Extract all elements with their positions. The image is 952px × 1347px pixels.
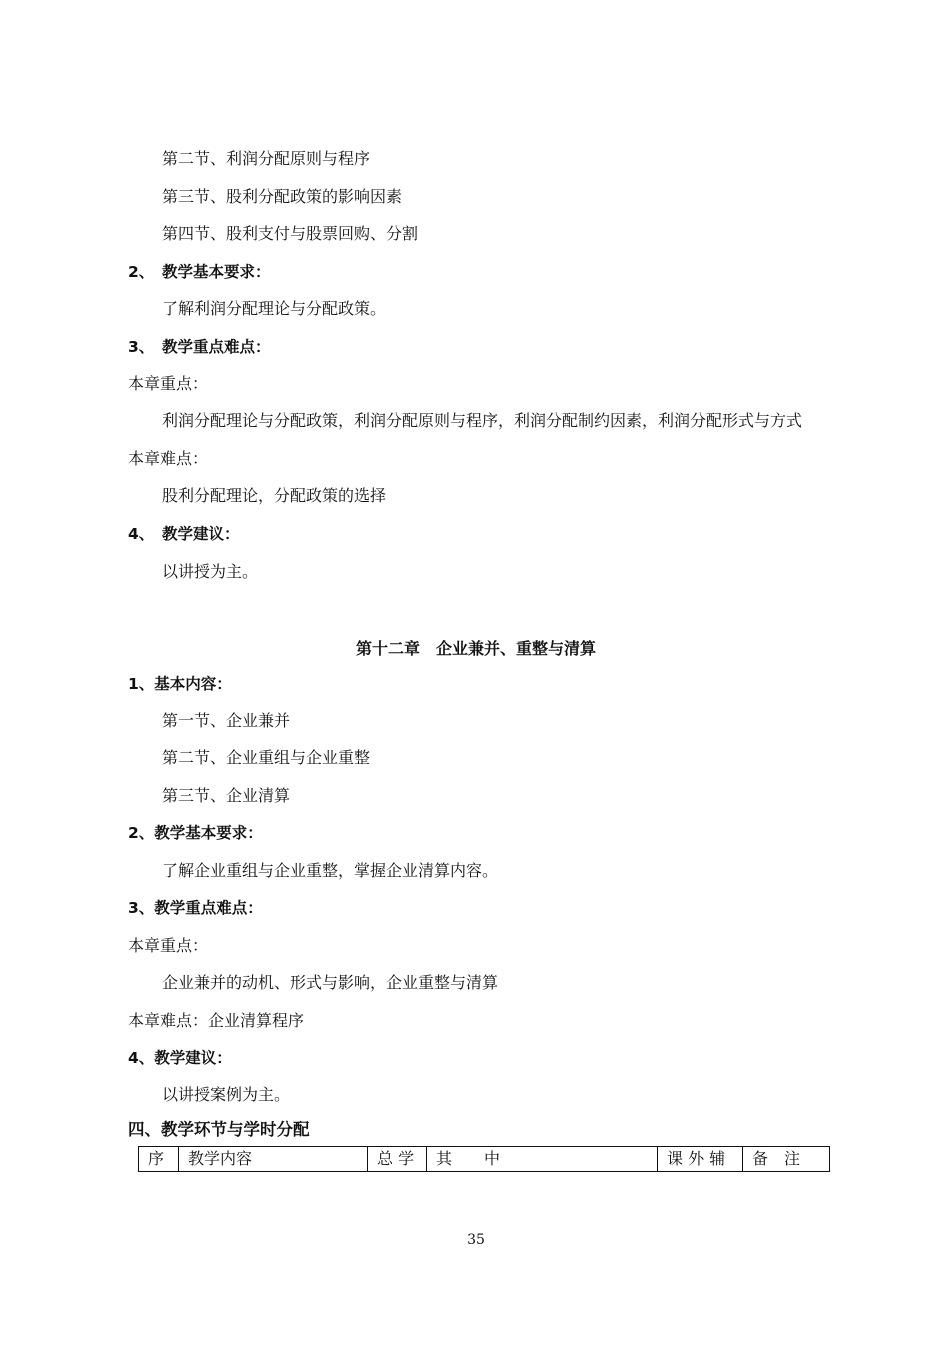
heading-teaching-suggestions: 4、教学建议： [128,1049,232,1067]
chapter-title: 第十二章 企业兼并、重整与清算 [355,639,596,658]
key-points-label: 本章重点： [128,374,209,393]
heading-text: 教学建议： [162,525,240,543]
difficulties-label: 本章难点： [128,449,209,468]
section-item: 第三节、企业清算 [162,786,291,805]
heading-key-points [128,337,271,357]
difficulties-text: 股利分配理论，分配政策的选择 [162,486,387,505]
section-item: 第四节、股利支付与股票回购、分割 [162,224,419,243]
hours-allocation-table [138,1146,830,1172]
table-header-cell: 序 [139,1147,179,1172]
table-header-row [139,1147,830,1172]
difficulties-line: 本章难点：企业清算程序 [128,1011,305,1030]
table-header-cell: 教学内容 [179,1147,368,1172]
heading-number: 3、 [128,338,155,356]
suggestions-text: 以讲授案例为主。 [162,1085,291,1104]
section-item: 第二节、企业重组与企业重整 [162,748,371,767]
section-four-title: 四、教学环节与学时分配 [128,1120,310,1139]
table-header-cell: 课 外 辅 [658,1147,743,1172]
heading-text: 教学重点难点： [162,338,271,356]
section-item: 第二节、利润分配原则与程序 [162,149,371,168]
heading-text: 教学基本要求： [162,263,271,281]
heading-teaching-requirements: 2、教学基本要求： [128,824,263,842]
heading-number: 2、 [128,263,155,281]
section-item: 第一节、企业兼并 [162,711,291,730]
table-header-cell: 总 学 [368,1147,427,1172]
suggestions-text: 以讲授为主。 [162,562,259,581]
heading-basic-content: 1、基本内容： [128,675,232,693]
section-item: 第三节、股利分配政策的影响因素 [162,187,403,206]
table-header-cell: 备 注 [743,1147,830,1172]
heading-teaching-suggestions [128,524,240,544]
requirements-text: 了解利润分配理论与分配政策。 [162,299,387,318]
key-points-text: 利润分配理论与分配政策，利润分配原则与程序，利润分配制约因素，利润分配形式与方式 [162,411,803,430]
key-points-label: 本章重点： [128,936,209,955]
page-number: 35 [467,1232,485,1248]
requirements-text: 了解企业重组与企业重整，掌握企业清算内容。 [162,861,499,880]
table-header-cell: 其 中 [427,1147,658,1172]
heading-number: 4、 [128,525,155,543]
heading-teaching-requirements [128,262,271,282]
key-points-text: 企业兼并的动机、形式与影响，企业重整与清算 [162,973,499,992]
heading-key-points: 3、教学重点难点： [128,899,263,917]
